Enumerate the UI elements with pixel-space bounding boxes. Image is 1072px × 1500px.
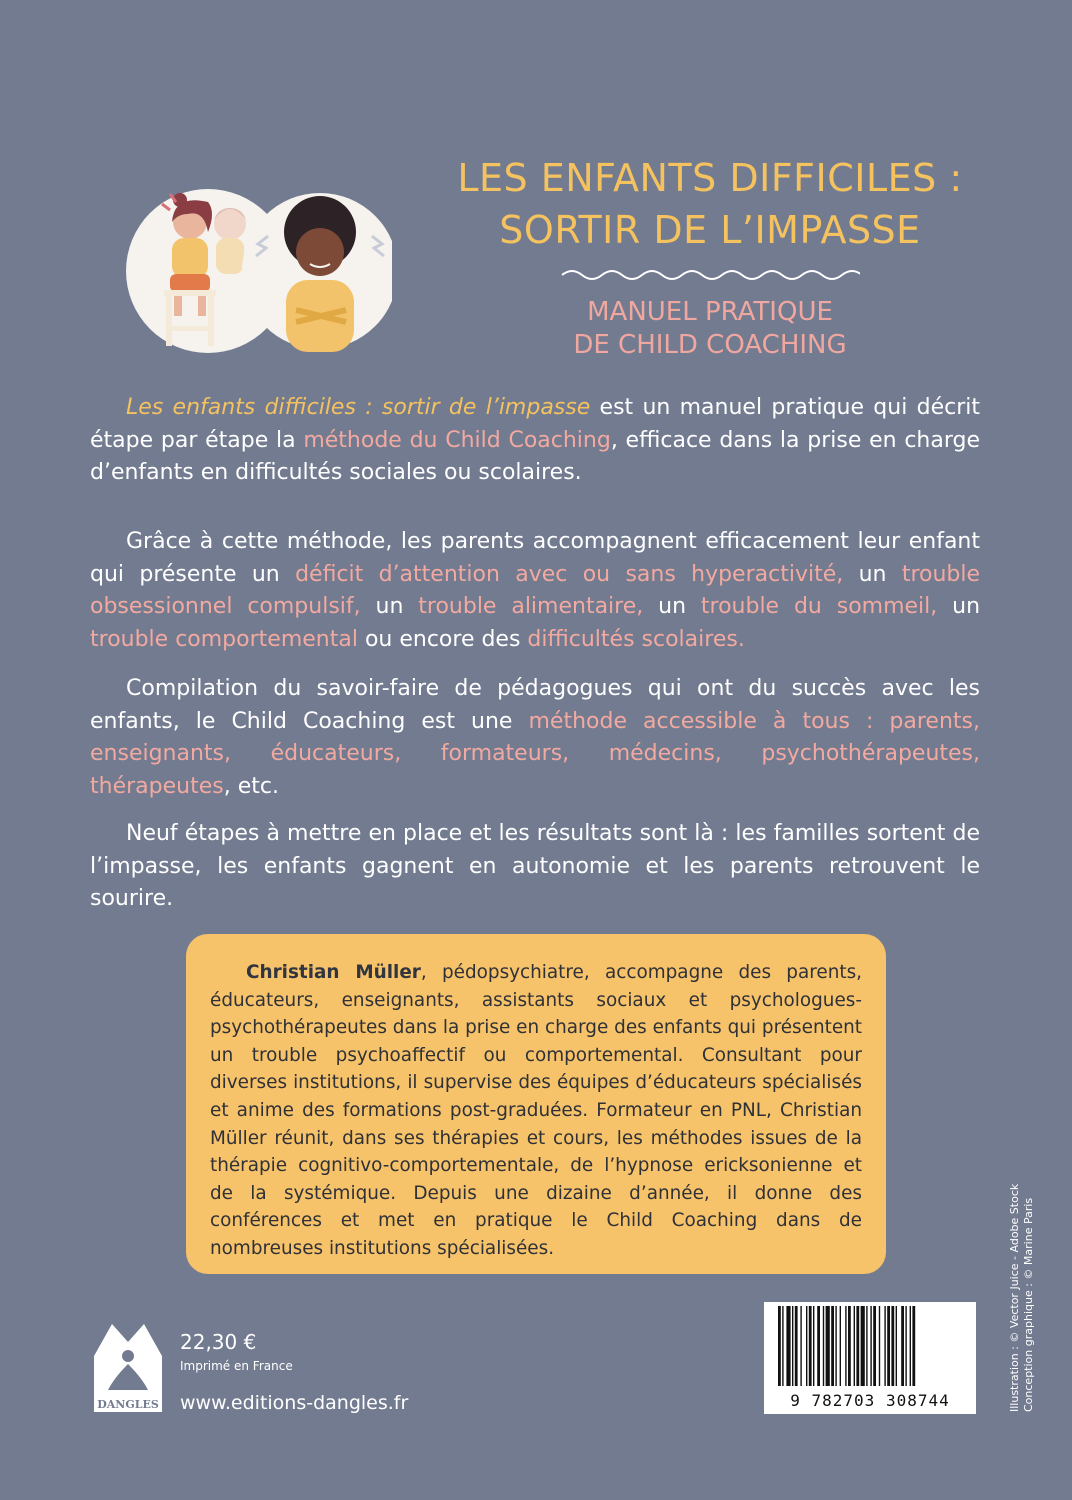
paragraph-2-text-c: un [360, 594, 419, 619]
paragraph-3-text-b: , etc. [223, 773, 279, 799]
paragraph-3 [90, 673, 980, 803]
isbn-number: 9 782703 308744 [790, 1391, 950, 1410]
title-line-2: SORTIR DE L’IMPASSE [499, 208, 921, 252]
barcode-bar [879, 1306, 880, 1386]
barcode-bar [806, 1306, 807, 1386]
author-name: Christian Müller [246, 962, 421, 983]
girl-shirt [172, 238, 208, 278]
barcode-bar [861, 1306, 865, 1386]
credit-illustration: Illustration : © Vector Juice - Adobe Stock [1008, 1183, 1021, 1412]
barcode-bar [901, 1306, 904, 1386]
paragraph-2-text-e: un [937, 594, 981, 619]
barcode-bar [884, 1306, 885, 1386]
credits [1008, 1152, 1036, 1412]
book-subtitle [460, 296, 960, 362]
barcode-bar [866, 1306, 867, 1386]
barcode-bar [813, 1306, 814, 1386]
boy-head [296, 228, 344, 276]
barcode-bars [764, 1306, 976, 1396]
credit-design: Conception graphique : © Marine Paris [1022, 1197, 1035, 1412]
barcode-bar [873, 1306, 876, 1386]
subtitle-line-1: MANUEL PRATIQUE [587, 297, 833, 327]
barcode-bar [854, 1306, 855, 1386]
barcode-bar [896, 1306, 897, 1386]
barcode-bar [809, 1306, 812, 1386]
barcode [764, 1302, 976, 1414]
book-title [390, 152, 1030, 256]
barcode-bar [848, 1306, 851, 1386]
paragraph-2-highlight-d: trouble du sommeil, [700, 594, 938, 619]
barcode-bar [845, 1306, 846, 1386]
price: 22,30 € [180, 1330, 257, 1354]
barcode-bar [786, 1306, 790, 1386]
paragraph-1-highlight: méthode du Child Coaching [303, 427, 611, 453]
paragraph-2-highlight-f: difficultés scolaires. [527, 626, 745, 652]
paragraph-2-text-b: un [843, 561, 902, 587]
barcode-bar [910, 1306, 911, 1386]
barcode-bar [870, 1306, 871, 1386]
author-bio-text: , pédopsychiatre, accompagne des parents, éducateurs, enseignants, assistants sociaux et psychologues-psychothérapeutes dans la prise en charge des enfants qui présentent un trouble psychoaffectif ou comportemental. Consultant pour diverses institutions, il supervise des équipes d’éducateurs spécialisés et anime des formations post-graduées. Formateur en PNL, Christian Müller réunit, dans ses thérapies et cours, les méthodes issues de la thérapie cognitivo-comportementale, de l’hypnose ericksonienne et de la systémique. Depuis une dizaine d’année, il donne des conférences et met en pratique le Child Coaching dans de nombreuses institutions spécialisées. [210, 962, 863, 1259]
barcode-bar [778, 1306, 781, 1386]
wave-divider [560, 268, 860, 282]
barcode-bar [891, 1306, 894, 1386]
barcode-bar [831, 1306, 834, 1386]
paragraph-2-highlight-c: trouble alimentaire, [418, 594, 644, 619]
author-bio-box [186, 934, 886, 1274]
dangles-logo [90, 1322, 166, 1414]
cover-illustration [120, 176, 392, 366]
paragraph-2-text-d: un [643, 594, 701, 619]
barcode-bar [835, 1306, 836, 1386]
paragraph-2-highlight-b: trouble obsessionnel compulsif, [90, 561, 981, 619]
barcode-bar [817, 1306, 820, 1386]
barcode-bar [856, 1306, 859, 1386]
barcode-bar [792, 1306, 793, 1386]
title-line-1: LES ENFANTS DIFFICILES : [457, 156, 963, 200]
barcode-bar [826, 1306, 830, 1386]
barcode-bar [840, 1306, 841, 1386]
barcode-bar [782, 1306, 783, 1386]
paragraph-1 [90, 392, 980, 490]
paragraph-2-highlight-e: trouble comportemental [90, 626, 358, 652]
paragraph-1-text-a: est un manuel pratique qui décrit étape par étape la [90, 395, 980, 453]
website-link[interactable]: www.editions-dangles.fr [180, 1392, 409, 1414]
barcode-bar [912, 1306, 915, 1386]
printed-in: Imprimé en France [180, 1359, 293, 1373]
paragraph-1-text-b: , efficace dans la prise en charge d’enfants en difficultés sociales ou scolaires. [90, 427, 981, 485]
paragraph-1-title: Les enfants difficiles : sortir de l’impasse [126, 395, 591, 420]
paragraph-2-text-a: Grâce à cette méthode, les parents accompagnent efficacement leur enfant qui présente un [90, 529, 980, 587]
logo-text: DANGLES [97, 1398, 159, 1411]
paragraph-3-highlight: méthode accessible à tous : parents, enseignants, éducateurs, formateurs, médecins, psychothérapeutes, thérapeutes [90, 708, 980, 799]
paragraph-2 [90, 526, 980, 656]
barcode-bar [800, 1306, 801, 1386]
paragraph-4-text: Neuf étapes à mettre en place et les résultats sont là : les familles sortent de l’impasse, les enfants gagnent en autonomie et les parents retrouvent le sourire. [90, 821, 980, 911]
barcode-bar [905, 1306, 906, 1386]
paragraph-4 [90, 818, 980, 916]
paragraph-2-text-f: ou encore des [357, 626, 528, 652]
barcode-bar [823, 1306, 824, 1386]
subtitle-line-2: DE CHILD COACHING [573, 330, 847, 360]
paragraph-2-highlight-a: déficit d’attention avec ou sans hyperactivité, [295, 561, 844, 587]
barcode-bar [887, 1306, 890, 1386]
barcode-bar [795, 1306, 798, 1386]
paragraph-3-text-a: Compilation du savoir-faire de pédagogues qui ont du succès avec les enfants, le Child Coaching est une [90, 676, 980, 734]
